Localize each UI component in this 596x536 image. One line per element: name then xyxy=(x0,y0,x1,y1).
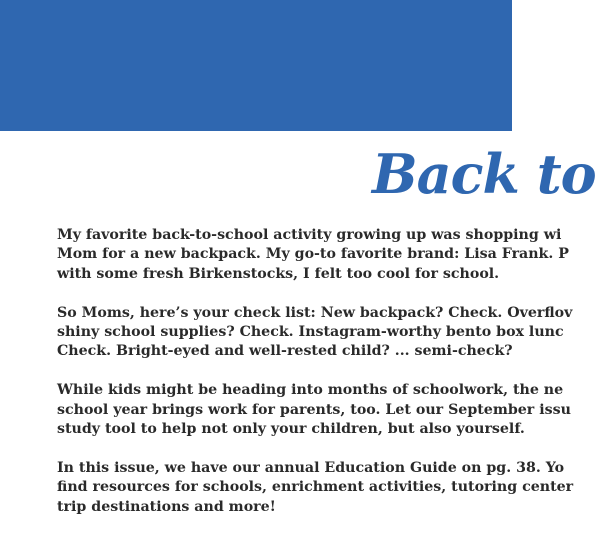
header-banner xyxy=(0,0,512,131)
text-line: While kids might be heading into months of schoolwork, the ne xyxy=(57,382,564,399)
paragraph-2 xyxy=(57,304,573,362)
page-title: Back to xyxy=(372,142,596,206)
text-line: My favorite back-to-school activity growing up was shopping wi xyxy=(57,227,562,243)
text-line: Mom for a new backpack. My go-to favorite brand: Lisa Frank. P xyxy=(57,246,569,263)
text-line: So Moms, here’s your check list: New backpack? Check. Overflov xyxy=(57,304,573,321)
text-line: Check. Bright-eyed and well-rested child? ... semi-check? xyxy=(57,343,513,360)
text-line: find resources for schools, enrichment activities, tutoring center xyxy=(57,479,574,496)
paragraph-4 xyxy=(57,459,574,517)
text-line: In this issue, we have our annual Education Guide on pg. 38. Yo xyxy=(57,459,565,476)
text-line: with some fresh Birkenstocks, I felt too cool for school. xyxy=(57,265,500,282)
text-line: trip destinations and more! xyxy=(57,498,276,515)
paragraph-1 xyxy=(57,226,569,284)
text-line: shiny school supplies? Check. Instagram-worthy bento box lunc xyxy=(57,324,564,341)
article-body xyxy=(57,226,574,536)
paragraph-3 xyxy=(57,381,571,439)
text-line: school year brings work for parents, too. Let our September issu xyxy=(57,401,571,418)
text-line: study tool to help not only your children, but also yourself. xyxy=(57,421,525,438)
